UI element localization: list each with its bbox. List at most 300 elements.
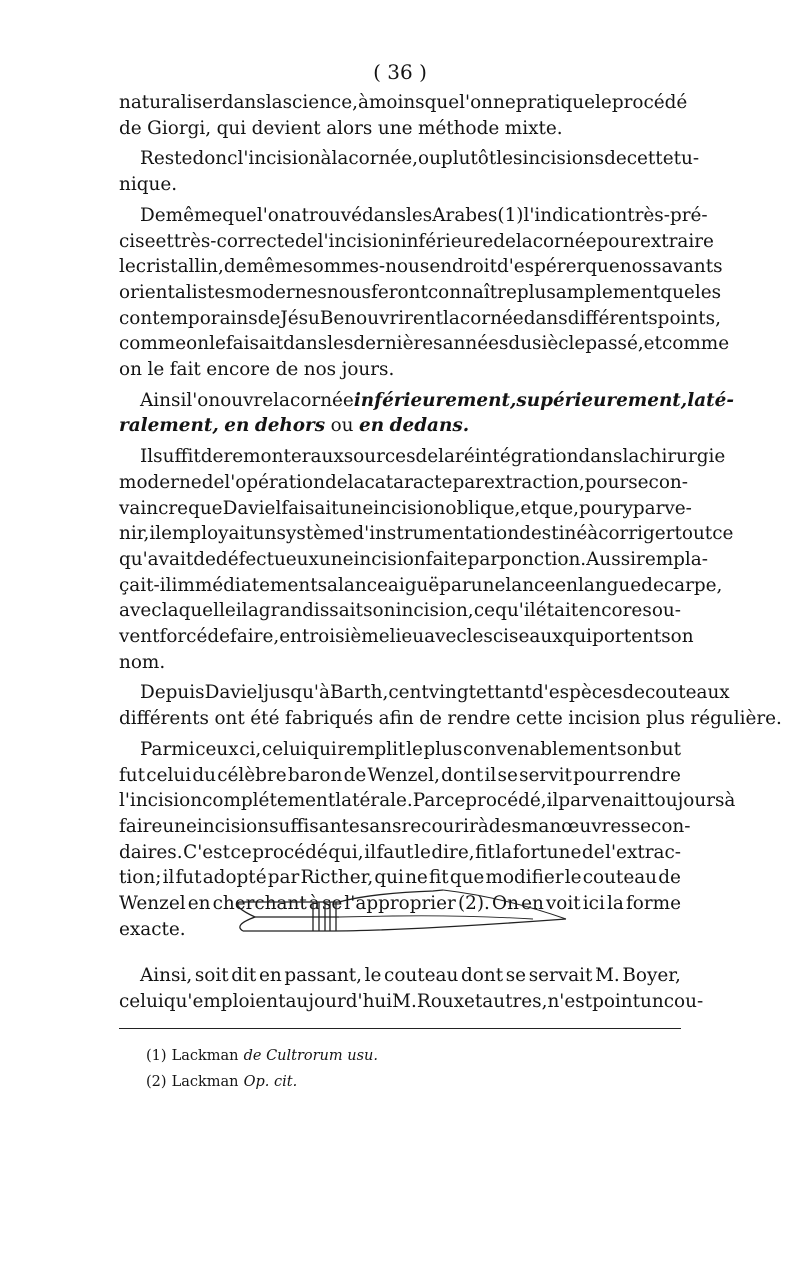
footnote-title: de Cultrorum usu. (243, 1048, 378, 1064)
word: feront (371, 281, 428, 303)
text-line (119, 254, 723, 280)
knife-blade-edge (329, 919, 566, 931)
footnote-number: (1) (146, 1048, 167, 1064)
word: procédé, (465, 790, 547, 812)
word: qui (307, 738, 337, 760)
word: inférieure (400, 230, 494, 252)
word: dont (441, 764, 484, 786)
word: M. (595, 965, 620, 986)
word: des (488, 815, 521, 837)
word: incisions (522, 148, 605, 170)
word: parvenait (558, 790, 648, 812)
word: et (463, 990, 483, 1012)
word: l'extrac- (605, 841, 681, 863)
word: de (223, 256, 247, 278)
word: faire, (230, 626, 280, 648)
word: en (429, 256, 453, 278)
word: que (222, 204, 257, 226)
word: de (658, 867, 681, 889)
word: l'indication (523, 204, 628, 226)
word: incision, (395, 600, 474, 622)
word: corriger (598, 523, 675, 545)
word: ce (712, 523, 734, 545)
word: différents (119, 708, 209, 730)
word: tant (494, 682, 532, 704)
word: but (649, 738, 681, 760)
word: l'approprier (344, 893, 456, 915)
text-line (119, 229, 714, 255)
word: jours. (341, 359, 395, 381)
word: il (235, 600, 248, 622)
word: n'est (547, 990, 593, 1012)
word: fit (428, 867, 449, 889)
word: passant, (284, 965, 362, 986)
text-line (119, 90, 688, 116)
text-line (119, 989, 704, 1015)
word: la (622, 446, 640, 468)
word: le (414, 841, 431, 863)
word: dire, (431, 841, 475, 863)
word: à (724, 790, 736, 812)
word: d'espérer (496, 256, 586, 278)
word: Jésu (280, 307, 320, 329)
word: alors (326, 117, 373, 139)
word: pour (573, 764, 617, 786)
word: fut (119, 764, 146, 786)
word: forcé (159, 626, 208, 648)
word: la (443, 307, 460, 329)
word: que (660, 281, 695, 303)
word: en (224, 415, 250, 437)
knife-blade-tip (443, 890, 566, 919)
word: dans (578, 446, 623, 468)
word: le (595, 92, 612, 113)
text-line (119, 737, 681, 763)
word: y (622, 497, 633, 519)
word: extraction, (483, 471, 585, 493)
word: orientalistes (119, 281, 235, 303)
word: encore (578, 600, 643, 622)
word: la (495, 841, 513, 863)
word: Depuis (140, 682, 205, 704)
word: les (466, 626, 493, 648)
word: une (377, 117, 413, 139)
footnote-1 (146, 1043, 378, 1069)
word: même (246, 256, 304, 278)
word: Ainsi, (140, 965, 193, 986)
word: Wenzel (119, 893, 186, 915)
word: con- (648, 471, 688, 493)
word: sa (317, 574, 339, 596)
word: dernières (353, 333, 443, 355)
word: cette (626, 148, 674, 170)
word: celui (119, 990, 164, 1012)
word: langue (577, 574, 642, 596)
word: cette (515, 708, 563, 730)
word: modernes (234, 281, 327, 303)
word: sans (359, 815, 402, 837)
word: Barth, (329, 682, 389, 704)
word: l'on (459, 92, 493, 113)
word: il (364, 841, 376, 863)
word: extraire (639, 230, 714, 252)
footnotes (146, 1043, 378, 1095)
word: complétement (202, 790, 336, 812)
word: contemporains (119, 307, 258, 329)
word: (2). (457, 893, 490, 915)
word: l'on (256, 204, 291, 226)
word: recourir (401, 815, 478, 837)
word: le (209, 333, 226, 355)
word: faire (119, 815, 163, 837)
word: dit (231, 965, 257, 986)
word: suffisante (269, 815, 360, 837)
word: incision (353, 548, 426, 570)
word: de (324, 471, 348, 493)
word: cent (388, 682, 429, 704)
word: celui (146, 764, 192, 786)
footnote-author: Lackman (171, 1074, 239, 1090)
word: à (477, 815, 489, 837)
word: Boyer, (622, 965, 681, 986)
word: ne (493, 92, 516, 113)
word: inférieurement, (353, 389, 517, 411)
word: régulière. (690, 708, 782, 730)
word: le (147, 359, 165, 381)
word: afin (378, 708, 414, 730)
word: manœuvres (520, 815, 631, 837)
word: de (193, 548, 216, 570)
word: pour (584, 471, 629, 493)
word: immédiatement (171, 574, 318, 596)
word: remonter (223, 446, 311, 468)
word: suffit (153, 446, 201, 468)
word: De (140, 204, 166, 226)
word: la (438, 446, 456, 468)
word: de (294, 230, 318, 252)
word: de (641, 574, 664, 596)
word: d'espèces (531, 682, 623, 704)
word: la (265, 92, 283, 113)
word: science, (282, 92, 358, 113)
text-line (119, 203, 708, 229)
word: incision (373, 497, 446, 519)
word: il (484, 764, 497, 786)
word: couteau (384, 965, 459, 986)
word: que (449, 867, 485, 889)
word: sommes-nous (303, 256, 430, 278)
word: couteaux (644, 682, 730, 704)
word: plutôt (440, 148, 497, 170)
word: du (508, 333, 533, 355)
footnote-number: (2) (146, 1074, 167, 1090)
word: l'opération (224, 471, 325, 493)
word: Daviel (222, 497, 282, 519)
word: ou (418, 148, 441, 170)
word: faite (425, 548, 468, 570)
word: employait (161, 523, 253, 545)
word: Reste (140, 148, 193, 170)
word: lance (505, 574, 556, 596)
word: ralement, (119, 415, 219, 437)
word: convenablement (462, 738, 617, 760)
word: aujourd'hui (285, 990, 393, 1012)
word: l'incision (317, 230, 401, 252)
word: en (258, 965, 282, 986)
word: encore (206, 359, 271, 381)
word: ont (214, 708, 245, 730)
word: de (419, 708, 442, 730)
word: qu'avait (119, 548, 194, 570)
word: et (643, 333, 662, 355)
word: ce (230, 841, 252, 863)
word: ciseaux (492, 626, 563, 648)
word: portent (592, 626, 662, 648)
word: couteau (582, 867, 658, 889)
text-line (119, 963, 681, 989)
word: était (535, 600, 579, 622)
word: ou (330, 415, 354, 437)
word: aiguë (387, 574, 440, 596)
word: ceux (195, 738, 239, 760)
word: mixte. (504, 117, 563, 139)
word: se (497, 764, 518, 786)
word: ponction. (499, 548, 587, 570)
word: le (406, 738, 423, 760)
word: naturaliser (119, 92, 222, 113)
word: que, (538, 497, 579, 519)
word: en (521, 893, 544, 915)
word: Il (140, 446, 154, 468)
word: dans (283, 333, 328, 355)
word: comme (119, 333, 187, 355)
word: destiné (519, 523, 588, 545)
word: tu- (673, 148, 700, 170)
word: à (320, 148, 332, 170)
word: méthode (417, 117, 500, 139)
word: de (275, 359, 299, 381)
word: se (628, 471, 649, 493)
word: jusqu'à (263, 682, 330, 704)
word: daires. (119, 841, 183, 863)
word: l'on (186, 389, 221, 411)
word: on (119, 359, 142, 381)
word: amplement (555, 281, 661, 303)
word: été (250, 708, 280, 730)
text-line (119, 814, 691, 840)
text-line (119, 598, 681, 624)
text-line (119, 470, 688, 496)
word: dehors (254, 415, 326, 437)
text-line (119, 573, 723, 599)
word: de (343, 764, 367, 786)
word: fabriqués (284, 708, 374, 730)
word: du (192, 764, 216, 786)
text-line (119, 840, 681, 866)
word: il (546, 790, 559, 812)
word: la (331, 148, 349, 170)
word: M. (392, 990, 417, 1012)
word: vaincre (119, 497, 189, 519)
word: nir, (119, 523, 150, 545)
word: cataracte (364, 471, 453, 493)
word: et (476, 682, 495, 704)
page-number: ( 36 ) (373, 60, 427, 84)
knife-blade-inner (339, 916, 533, 919)
word: dans (523, 307, 568, 329)
word: moins (368, 92, 425, 113)
text-line (119, 624, 694, 650)
word: cristallin, (135, 256, 224, 278)
word: ne (405, 867, 428, 889)
word: même (165, 204, 223, 226)
word: pour (596, 230, 640, 252)
word: à (587, 523, 599, 545)
text-line (119, 388, 734, 414)
text-line (119, 444, 726, 470)
word: cornée, (348, 148, 418, 170)
word: par (267, 867, 300, 889)
text-line (119, 521, 734, 547)
text-line (119, 788, 736, 814)
word: en (359, 415, 385, 437)
word: ici (582, 893, 605, 915)
word: d'instrumentation (352, 523, 520, 545)
word: Arabes (432, 204, 498, 226)
knife-handle-end (238, 902, 255, 931)
word: la (347, 471, 365, 493)
word: agrandissait (247, 600, 363, 622)
word: réintégration (455, 446, 579, 468)
text-line (119, 680, 730, 706)
word: défectueux (215, 548, 319, 570)
text-line (119, 650, 681, 676)
word: soit (194, 965, 229, 986)
body-text (119, 90, 782, 943)
text-line (119, 331, 730, 357)
word: (1) (497, 204, 524, 226)
word: en (279, 626, 302, 648)
word: une (470, 574, 506, 596)
word: cise (119, 230, 156, 252)
word: Par (412, 790, 445, 812)
word: qui (374, 867, 404, 889)
after-figure-text (119, 963, 704, 1014)
word: de (622, 682, 645, 704)
word: l'incision (237, 148, 321, 170)
word: de (119, 117, 142, 139)
word: cornée (459, 307, 524, 329)
word: avec (424, 626, 467, 648)
word: cornée (532, 230, 597, 252)
word: connaître (427, 281, 517, 303)
word: donc (192, 148, 238, 170)
word: autres, (482, 990, 548, 1012)
word: un (252, 523, 277, 545)
word: forme (625, 893, 681, 915)
word: différents (567, 307, 658, 329)
word: la (273, 389, 291, 411)
word: siècle (532, 333, 586, 355)
word: comme (661, 333, 730, 355)
word: fit (475, 841, 495, 863)
word: très-pré- (627, 204, 708, 226)
word: ouvre (220, 389, 274, 411)
text-line (119, 172, 681, 198)
word: Parmi (140, 738, 195, 760)
word: servait (528, 965, 593, 986)
word: servit (519, 764, 572, 786)
word: cou- (663, 990, 704, 1012)
word: tout (674, 523, 713, 545)
text-line (119, 547, 708, 573)
word: Wenzel, (367, 764, 440, 786)
word: dans (221, 92, 266, 113)
word: faut (376, 841, 414, 863)
word: çait-il (119, 574, 172, 596)
word: fut (175, 867, 202, 889)
word: un (640, 990, 664, 1012)
word: années (442, 333, 509, 355)
word: très-correcte (173, 230, 295, 252)
word: dans (362, 204, 407, 226)
word: ci, (239, 738, 262, 760)
word: ce (444, 790, 466, 812)
word: exacte. (119, 918, 186, 940)
word: celui (261, 738, 307, 760)
word: se (321, 893, 343, 915)
word: carpe, (663, 574, 723, 596)
word: ouvrirent (356, 307, 444, 329)
word: par (439, 574, 471, 596)
word: moderne (119, 471, 202, 493)
word: son (661, 626, 694, 648)
word: on (186, 333, 210, 355)
word: tion; (119, 867, 162, 889)
wenzel-knife-figure (233, 885, 573, 943)
text-line (119, 706, 782, 732)
word: qu'emploient (163, 990, 286, 1012)
cataract-knife-illustration (233, 885, 573, 943)
word: cherchant (212, 893, 307, 915)
text-line (119, 146, 700, 172)
word: cornée (290, 389, 354, 411)
word: les (327, 333, 354, 355)
text-line (119, 763, 681, 789)
word: en (187, 893, 211, 915)
word: que (424, 92, 460, 113)
word: Ainsi (140, 389, 187, 411)
word: célèbre (217, 764, 287, 786)
word: de (201, 471, 225, 493)
word: à (357, 92, 369, 113)
word: points, (657, 307, 721, 329)
word: rendre (617, 764, 681, 786)
word: aux (310, 446, 344, 468)
word: devient (251, 117, 321, 139)
word: système (276, 523, 353, 545)
word: passé, (585, 333, 644, 355)
word: secon- (630, 815, 691, 837)
word: se (505, 965, 527, 986)
word: modifier (485, 867, 564, 889)
word: Giorgi, (147, 117, 212, 139)
word: faisait (281, 497, 339, 519)
word: nos (619, 256, 653, 278)
word: l'incision (119, 790, 203, 812)
word: rempla- (636, 548, 708, 570)
word: Roux (416, 990, 464, 1012)
